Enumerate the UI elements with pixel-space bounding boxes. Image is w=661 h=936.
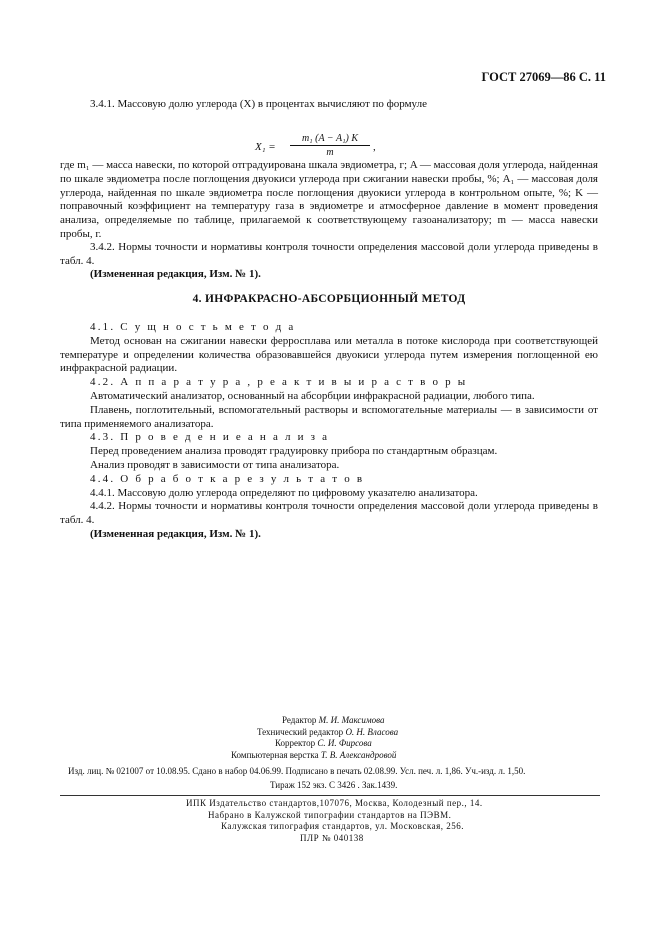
paragraph-4-4-2: 4.4.2. Нормы точности и нормативы контроля точности определения массовой доли углерода приведены в табл. 4.: [60, 500, 598, 527]
formula-numerator: m₁ (A − A₁) K: [290, 133, 370, 146]
formula-fraction: [290, 133, 370, 158]
publisher-line-1: ИПК Издательство стандартов,107076, Москва, Колодезный пер., 14.: [186, 798, 483, 808]
paragraph-4-3-b: Анализ проводят в зависимости от типа анализатора.: [90, 458, 340, 471]
publisher-line-3: Калужская типография стандартов, ул. Московская, 256.: [221, 821, 464, 832]
paragraph-3-4-2: 3.4.2. Нормы точности и нормативы контроля точности определения массовой доли углерода приведены в табл. 4.: [60, 241, 598, 267]
section-4-body: [60, 321, 598, 542]
paragraph-4-2-b: Плавень, поглотительный, вспомогательный растворы и вспомогательные материалы — в зависимости от типа применяемого анализатора.: [60, 403, 598, 430]
heading-4-4: 4.4. О б р а б о т к а р е з у л ь т а т о в: [90, 472, 365, 485]
paragraph-4-4-1: 4.4.1. Массовую долю углерода определяют по цифровому указателю анализатора.: [90, 486, 478, 499]
heading-4-1: 4.1. С у щ н о с т ь м е т о д а: [90, 321, 296, 333]
formula-tail: ,: [373, 141, 376, 153]
paragraph-4-1: Метод основан на сжигании навески ферросплава или металла в потоке кислорода при соответствующей температуре и определении количества образовавшейся двуокиси углерода путем измерения поглощенной ею инфракрасной радиации.: [60, 334, 598, 375]
paragraph-4-2-a: Автоматический анализатор, основанный на абсорбции инфракрасной радиации, любого типа.: [90, 389, 535, 402]
amendment-note-2: (Измененная редакция, Изм. № 1).: [90, 527, 261, 540]
publisher-block: [0, 798, 661, 844]
imprint-line-2: Тираж 152 экз. С 3426 . Зак.1439.: [270, 780, 398, 790]
credit-proofreader: Корректор С. И. Фирсова: [275, 738, 372, 748]
formula-denominator: m: [326, 147, 334, 158]
paragraph-4-3-a: Перед проведением анализа проводят градуировку прибора по стандартным образцам.: [90, 445, 498, 458]
divider-line: [60, 795, 600, 796]
paragraph-3-4-1: 3.4.1. Массовую долю углерода (X) в процентах вычисляют по формуле: [90, 98, 427, 110]
credit-editor: Редактор М. И. Максимова: [282, 715, 385, 725]
credit-tech-editor: Технический редактор О. Н. Власова: [257, 726, 399, 737]
page-header-code: ГОСТ 27069—86 С. 11: [481, 70, 606, 84]
amendment-note-1: (Измененная редакция, Изм. № 1).: [90, 268, 261, 280]
publisher-line-4: ПЛР № 040138: [300, 832, 364, 843]
formula-lhs: X₁ =: [255, 141, 276, 153]
publisher-line-2: Набрано в Калужской типографии стандартов на ПЭВМ.: [208, 809, 452, 820]
formula-explanation: где m₁ — масса навески, по которой отградуирована шкала эвдиометра, г; A — массовая доля углерода, найденная по шкале эвдиометра после поглощения двуокиси углерода при сжигании навески пробы, %; A₁ — массовая доля углерода, найденная по шкале эвдиометра после поглощения двуокиси углерода в контрольном опыте, %; K — поправочный коэффициент на температуру газа в эвдиометре и атмосферное давление в момент проведения анализа, определяемые по таблице, прилагаемой к соответствующему газоанализатору; m — масса навески пробы, г.: [60, 159, 598, 240]
heading-4-2: 4.2. А п п а р а т у р а , р е а к т и в ы и р а с т в о р ы: [90, 376, 468, 389]
credit-layout: Компьютерная верстка Т. В. Александровой: [231, 749, 397, 760]
heading-4-3: 4.3. П р о в е д е н и е а н а л и з а: [90, 431, 330, 444]
credits-block: [0, 715, 661, 761]
imprint-line-1: Изд. лиц. № 021007 от 10.08.95. Сдано в набор 04.06.99. Подписано в печать 02.08.99. Усл. печ. л. 1,86. Уч.-изд. л. 1,50.: [68, 766, 526, 776]
section-4-title: 4. ИНФРАКРАСНО-АБСОРБЦИОННЫЙ МЕТОД: [192, 293, 466, 305]
